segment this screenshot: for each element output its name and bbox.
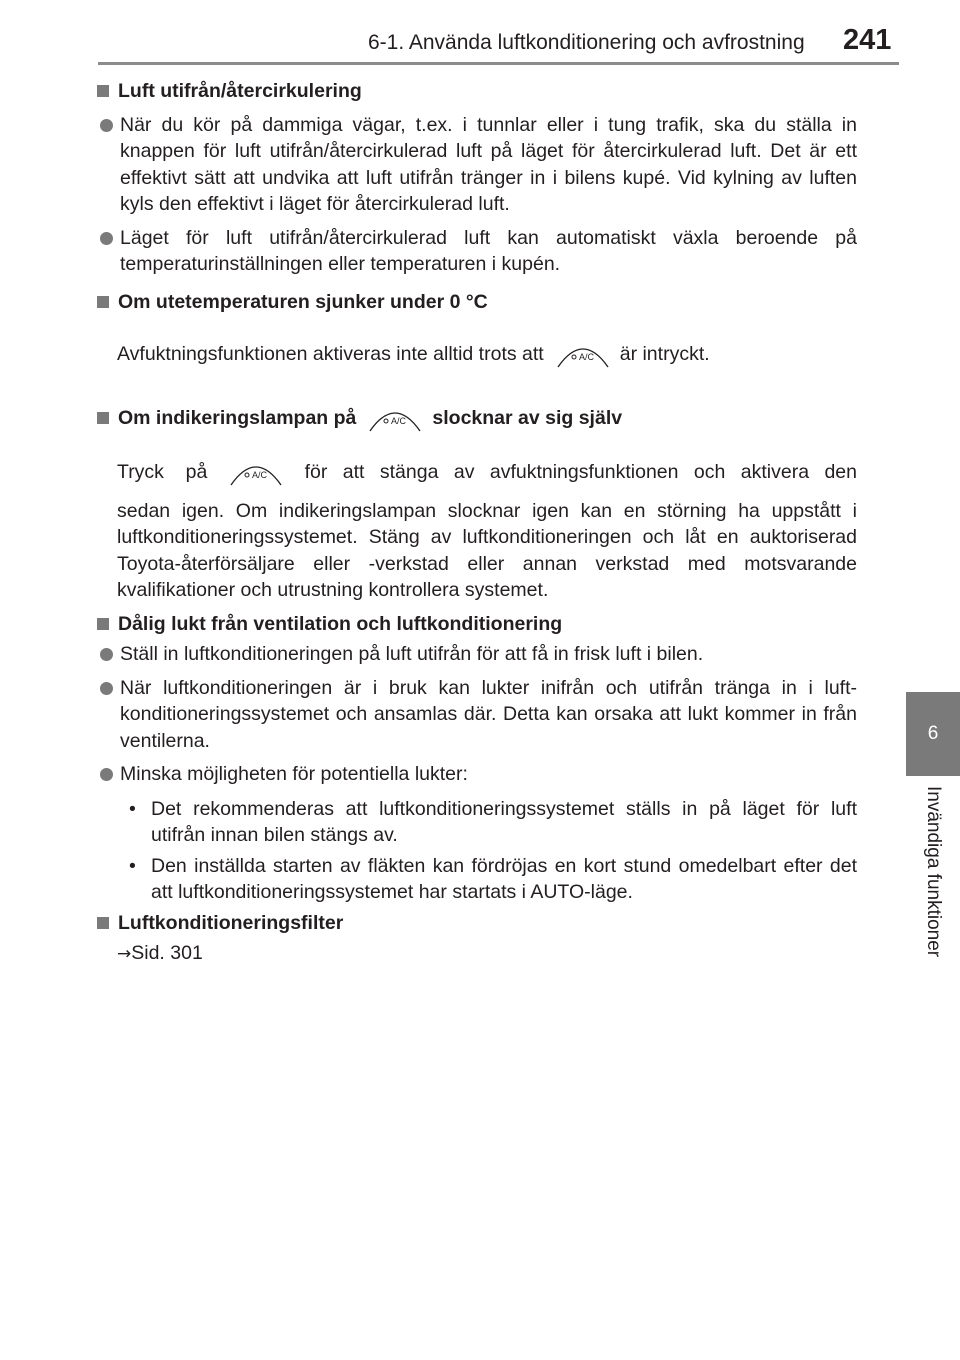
ac-button-label: A/C [391, 415, 407, 426]
ac-button-icon [556, 339, 610, 369]
bullet-item [97, 761, 857, 788]
bullet-item [97, 112, 857, 218]
section-heading-ac-filter [97, 910, 857, 937]
section-heading-indicator-lamp [97, 405, 857, 432]
heading-text: Om utetemperaturen sjunker under 0 °C [118, 290, 488, 313]
paragraph-text: för att stänga av avfuktningsfunktionen och aktivera den [304, 461, 857, 483]
page-content [97, 76, 857, 968]
round-bullet-icon [100, 682, 113, 695]
sub-item-text: Den inställda starten av fläkten kan fördröjas en kort stund omedelbart efter det att luftkonditioneringssystemet har startats i AUTO-läge. [151, 854, 857, 903]
section-heading-outside-temperature [97, 289, 857, 316]
side-tab-label: Invändiga funktioner [923, 786, 944, 958]
heading-text: Luft utifrån/återcirkulering [118, 80, 362, 102]
square-bullet-icon [97, 917, 109, 929]
bullet-item [97, 675, 857, 755]
paragraph: sedan igen. Om indikeringslampan slocknar igen kan en störning ha uppstått i luftkonditioneringssystemet. Stäng av luftkonditioneringen och låt en auktoriserad Toyota-återförsäljare eller -verkstad eller annan verkstad med motsvarande kvalifikationer och utrustning kontrollera systemet. [117, 499, 857, 601]
heading-text: Om indikeringslampan på [118, 406, 357, 429]
round-bullet-icon [100, 119, 113, 132]
bullet-text: När du kör på dammiga vägar, t.ex. i tunnlar eller i tung trafik, ska du ställa in knappen för luft utifrån/återcirkulerad luft på läget för återcirkulerad luft. Det är ett effektivt sätt att undvika att luft utifrån tränger in i bilens kupé. Vid kylning av luften kyls den effektivt i läget för återcirkulerad luft. [120, 113, 857, 215]
paragraph-first-line [117, 459, 857, 486]
square-bullet-icon [97, 296, 109, 308]
page-reference[interactable] [117, 940, 857, 968]
square-bullet-icon [97, 412, 109, 424]
paragraph-text: på [185, 461, 208, 483]
heading-text: Luftkonditioneringsfilter [118, 911, 344, 934]
bullet-text: Läget för luft utifrån/återcirkulerad luft kan automatiskt växla beroende på temperaturinställningen eller temperaturen i kupén. [120, 226, 857, 275]
paragraph-text: Tryck [117, 461, 164, 483]
round-bullet-icon [100, 648, 113, 661]
ac-button-icon [229, 457, 283, 487]
bullet-item [97, 225, 857, 278]
header-rule [98, 62, 899, 65]
heading-text: Dålig lukt från ventilation och luftkonditionering [118, 612, 563, 635]
section-heading-air-recirculation [97, 78, 857, 105]
sub-list-item [129, 796, 857, 849]
section-heading-bad-smell [97, 611, 857, 638]
reference-text: Sid. 301 [131, 942, 203, 964]
square-bullet-icon [97, 85, 109, 97]
header-title: 6-1. Använda luftkonditionering och avfrostning [368, 31, 805, 54]
round-bullet-icon [100, 768, 113, 781]
paragraph [117, 341, 857, 368]
heading-text: slocknar av sig själv [432, 406, 623, 429]
bullet-text: När luftkonditioneringen är i bruk kan lukter inifrån och utifrån tränga in i luftkonditioneringssystemet och ansamlas där. Detta kan orsaka att lukt kommer in från ventilerna. [120, 676, 857, 752]
arrow-right-icon: → [117, 944, 132, 964]
page-number: 241 [843, 24, 892, 56]
ac-button-label: A/C [251, 470, 267, 481]
round-bullet-icon [100, 232, 113, 245]
bullet-text: Minska möjligheten för potentiella lukter: [120, 763, 468, 785]
side-tab-number: 6 [906, 692, 960, 776]
paragraph-text: är intryckt. [619, 343, 710, 365]
sub-bullet-icon: • [129, 854, 136, 877]
sub-bullet-icon: • [129, 797, 136, 820]
ac-button-icon [368, 403, 422, 433]
paragraph-text: Avfuktningsfunktionen aktiveras inte alltid trots att [117, 343, 544, 365]
bullet-text: Ställ in luftkonditioneringen på luft utifrån för att få in frisk luft i bilen. [120, 643, 704, 665]
square-bullet-icon [97, 618, 109, 630]
bullet-item [97, 641, 857, 668]
sub-item-text: Det rekommenderas att luftkonditioneringssystemet ställs in på läget för luft utifrån innan bilen stängs av. [151, 797, 857, 846]
ac-button-label: A/C [578, 352, 594, 363]
sub-list-item [129, 853, 857, 906]
